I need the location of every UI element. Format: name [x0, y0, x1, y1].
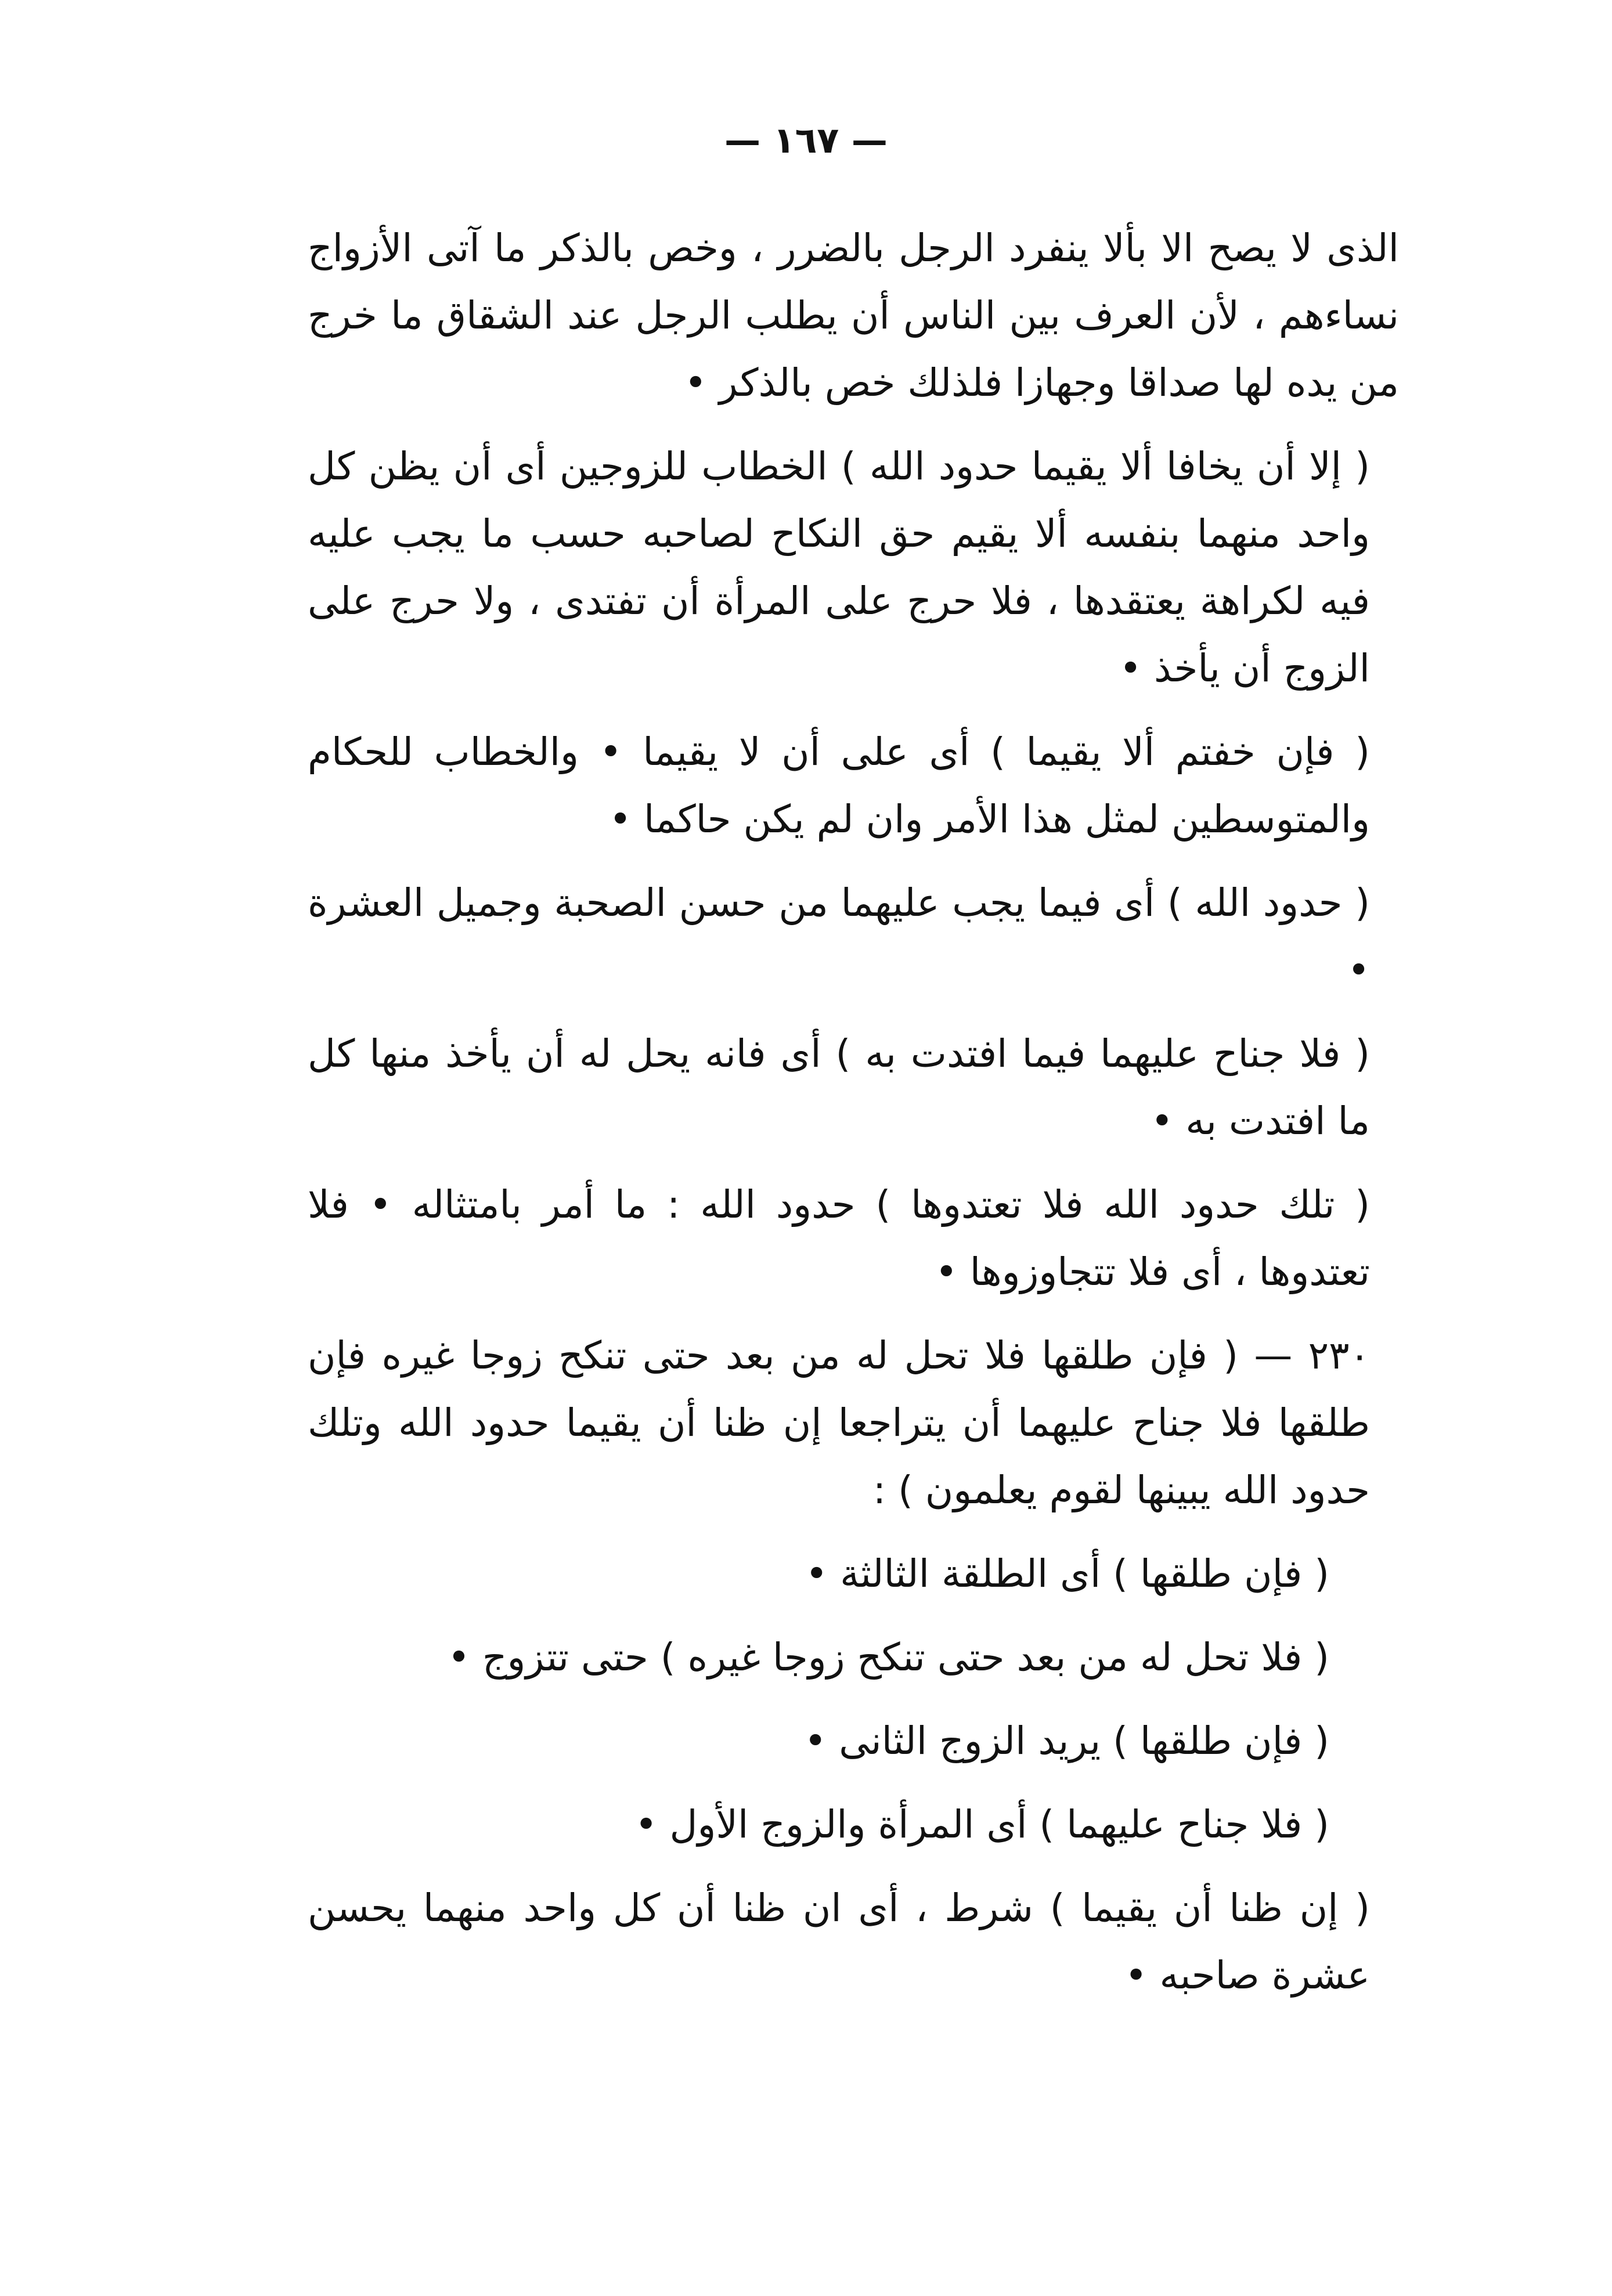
- paragraph: الذى لا يصح الا بألا ينفرد الرجل بالضرر ، وخص بالذكر ما آتى الأزواج نساءهم ، لأن العرف بين الناس أن يطلب الرجل عند الشقاق ما خرج من يده لها صداقا وجهازا فلذلك خص بالذكر •: [308, 226, 1399, 405]
- paragraph: ( تلك حدود الله فلا تعتدوها ) حدود الله : ما أمر بامتثاله • فلا تعتدوها ، أى فلا تتجاوزوها •: [308, 1182, 1370, 1294]
- paragraph: ( فلا جناح عليهما ) أى المرأة والزوج الأول •: [634, 1802, 1329, 1847]
- text-body: [308, 215, 1399, 2026]
- paragraph: ( فإن خفتم ألا يقيما ) أى على أن لا يقيما • والخطاب للحكام والمتوسطين لمثل هذا الأمر وان لم يكن حاكما •: [308, 730, 1370, 842]
- paragraph: ( إن ظنا أن يقيما ) شرط ، أى ان ظنا أن كل واحد منهما يحسن عشرة صاحبه •: [308, 1886, 1370, 1998]
- paragraph: ( فلا تحل له من بعد حتى تنكح زوجا غيره ) حتى تتزوج •: [447, 1635, 1329, 1680]
- paragraph: ( فإن طلقها ) يريد الزوج الثانى •: [804, 1719, 1329, 1763]
- paragraph: ( حدود الله ) أى فيما يجب عليهما من حسن الصحبة وجميل العشرة •: [308, 880, 1370, 992]
- paragraph: ( فلا جناح عليهما فيما افتدت به ) أى فانه يحل له أن يأخذ منها كل ما افتدت به •: [308, 1031, 1370, 1143]
- page-number: — ١٦٧ —: [724, 119, 888, 161]
- paragraph: ( إلا أن يخافا ألا يقيما حدود الله ) الخطاب للزوجين أى أن يظن كل واحد منهما بنفسه ألا يقيم حق النكاح لصاحبه حسب ما يجب عليه فيه لكراهة يعتقدها ، فلا حرج على المرأة أن تفتدى ، ولا حرج على الزوج أن يأخذ •: [308, 444, 1370, 691]
- paragraph: ٢٣٠ — ( فإن طلقها فلا تحل له من بعد حتى تنكح زوجا غيره فإن طلقها فلا جناح عليهما أن يتراجعا إن ظنا أن يقيما حدود الله وتلك حدود الله يبينها لقوم يعلمون ) :: [308, 1333, 1370, 1512]
- paragraph: ( فإن طلقها ) أى الطلقة الثالثة •: [805, 1551, 1329, 1596]
